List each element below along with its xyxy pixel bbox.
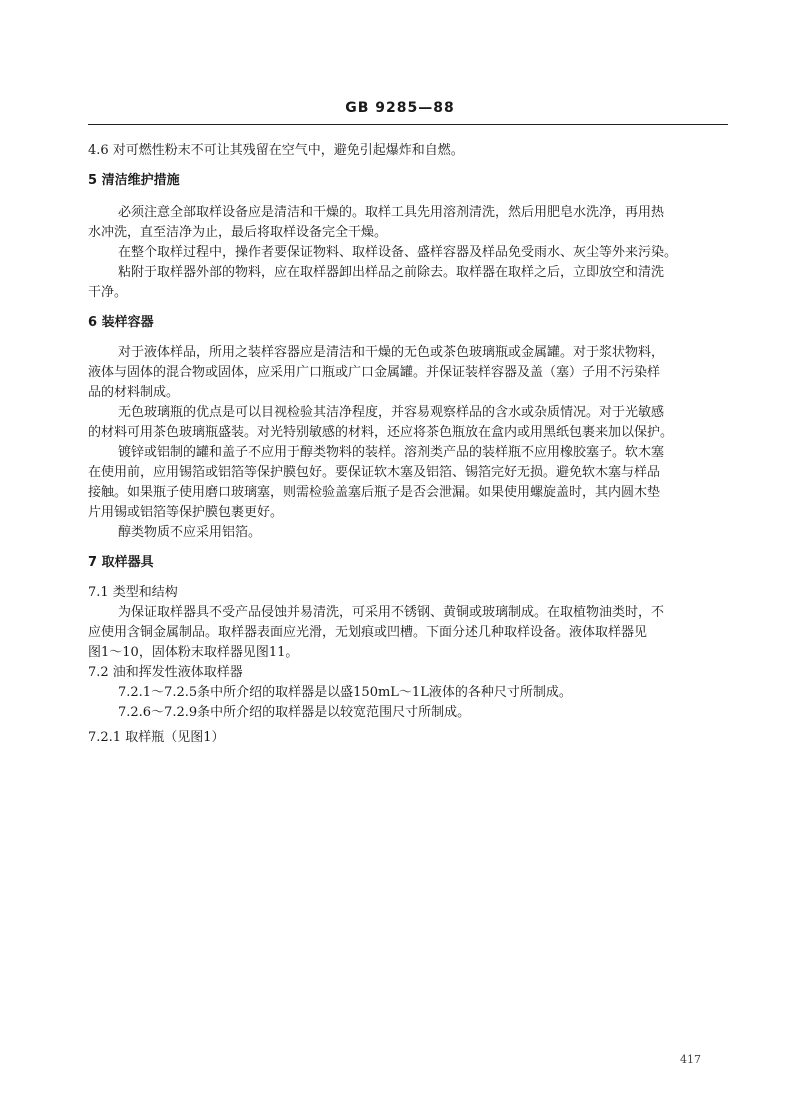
paragraph-line: 在整个取样过程中，操作者要保证物料、取样设备、盛样容器及样品免受雨水、灰尘等外来污染。: [118, 245, 678, 260]
paragraph-line: 干净。: [88, 285, 128, 300]
paragraph-line: 醇类物质不应采用铝箔。: [118, 525, 262, 540]
paragraph-line: 液体与固体的混合物或固体，应采用广口瓶或广口金属罐。并保证装样容器及盖（塞）子用不污染样: [88, 365, 661, 380]
paragraph-line: 粘附于取样器外部的物料，应在取样器卸出样品之前除去。取样器在取样之后，立即放空和清洗: [118, 265, 665, 280]
paragraph-line: 7.2.6～7.2.9条中所介绍的取样器是以较宽范围尺寸所制成。: [118, 705, 471, 720]
paragraph-line: 镀锌或铝制的罐和盖子不应用于醇类物料的装样。溶剂类产品的装样瓶不应用橡胶塞子。软木塞: [118, 445, 665, 460]
paragraph-line: 应使用含铜金属制品。取样器表面应光滑，无划痕或凹槽。下面分述几种取样设备。液体取样器见: [88, 625, 648, 640]
paragraph-line: 的材料可用茶色玻璃瓶盛装。对光特别敏感的材料，还应将茶色瓶放在盒内或用黑纸包裹来加以保护。: [88, 425, 674, 440]
paragraph-line: 水冲洗，直至洁净为止，最后将取样设备完全干燥。: [88, 225, 388, 240]
standard-code-header: GB 9285—88: [345, 100, 455, 116]
paragraph-line: 7.2.1～7.2.5条中所介绍的取样器是以盛150mL～1L液体的各种尺寸所制成。: [118, 685, 572, 700]
paragraph-line: 在使用前，应用锡箔或铝箔等保护膜包好。要保证软木塞及铝箔、锡箔完好无损。避免软木塞与样品: [88, 465, 661, 480]
clause-7-2-1-heading: 7.2.1 取样瓶（见图1）: [88, 730, 225, 745]
subsection-7-2-heading: 7.2 油和挥发性液体取样器: [88, 665, 243, 680]
section-5-heading: 5 清洁维护措施: [88, 173, 180, 188]
paragraph-line: 接触。如果瓶子使用磨口玻璃塞，则需检验盖塞后瓶子是否会泄漏。如果使用螺旋盖时，其内圆木垫: [88, 485, 661, 500]
paragraph-line: 必须注意全部取样设备应是清洁和干燥的。取样工具先用溶剂清洗，然后用肥皂水洗净，再用热: [118, 205, 665, 220]
header-rule: [88, 124, 728, 125]
paragraph-line: 片用锡或铝箔等保护膜包裹更好。: [88, 505, 284, 520]
section-6-heading: 6 装样容器: [88, 315, 154, 330]
clause-4-6: 4.6 对可燃性粉末不可让其残留在空气中，避免引起爆炸和自燃。: [88, 143, 464, 158]
subsection-7-1-heading: 7.1 类型和结构: [88, 585, 178, 600]
section-7-heading: 7 取样器具: [88, 555, 154, 570]
page-number: 417: [680, 1053, 701, 1066]
paragraph-line: 图1～10，固体粉末取样器见图11。: [88, 645, 299, 660]
paragraph-line: 无色玻璃瓶的优点是可以目视检验其洁净程度，并容易观察样品的含水或杂质情况。对于光敏感: [118, 405, 665, 420]
paragraph-line: 品的材料制成。: [88, 385, 180, 400]
paragraph-line: 为保证取样器具不受产品侵蚀并易清洗，可采用不锈钢、黄铜或玻璃制成。在取植物油类时，不: [118, 605, 665, 620]
paragraph-line: 对于液体样品，所用之装样容器应是清洁和干燥的无色或茶色玻璃瓶或金属罐。对于浆状物料，: [118, 345, 665, 360]
